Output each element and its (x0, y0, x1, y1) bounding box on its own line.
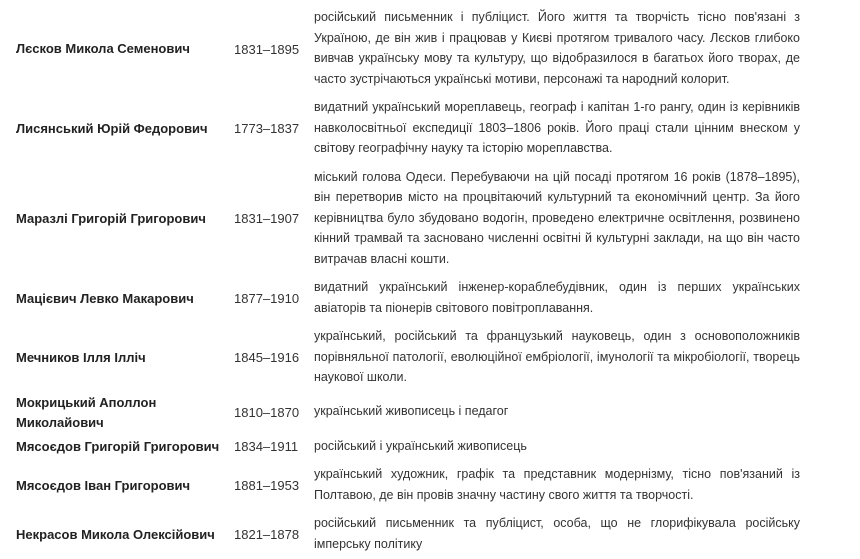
person-name: Некрасов Микола Олексійович (16, 526, 215, 542)
table-row (10, 4, 800, 94)
person-description: український художник, графік та представник модернізму, тісно пов'язаний із Полтавою, де він провів значну частину свого життя та творчості. (314, 467, 800, 502)
person-description: російський письменник та публіцист, особа, що не глорифікувала російську імперську політику (314, 516, 800, 551)
person-name: Лєсков Микола Семенович (16, 41, 190, 56)
person-years: 1831–1895 (234, 41, 300, 57)
person-years: 1773–1837 (234, 121, 300, 137)
person-name: Лисянський Юрій Федорович (16, 120, 208, 136)
table-row (10, 274, 800, 323)
table-row (10, 164, 800, 275)
person-years: 1877–1910 (234, 291, 300, 306)
person-years: 1831–1907 (234, 211, 300, 227)
table-row (10, 323, 800, 393)
person-years: 1821–1878 (234, 527, 300, 542)
persons-table (10, 4, 800, 559)
person-description: міський голова Одеси. Перебуваючи на цій посаді протягом 16 років (1878–1895), він перетворив місто на процвітаючий культурний та економічний центр. За його керівництва було збудовано водогін, проведено електричне освітлення, розвинено кінний трамвай та засновано численні освітні й культурні заклади, на що він часто витрачав власні кошти. (314, 169, 800, 266)
person-name: Мечников Ілля Ілліч (16, 349, 146, 365)
person-description: український живописець і педагог (314, 404, 509, 419)
table-row (10, 94, 800, 164)
person-years: 1881–1953 (234, 478, 300, 493)
person-description: видатний український інженер-кораблебудівник, один із перших українських авіаторів та піонерів світового повітроплавання. (314, 280, 800, 315)
person-description: видатний український мореплавець, географ і капітан 1-го рангу, один із керівників навколосвітньої експедиції 1803–1806 років. Його праці стали цінним внеском у світову географічну науку та історію мореплавства. (314, 100, 800, 155)
person-name: Мясоєдов Григорій Григорович (16, 438, 220, 454)
person-years: 1834–1911 (234, 439, 299, 455)
person-name: Мясоєдов Іван Григорович (16, 477, 191, 493)
person-name: Мацієвич Левко Макарович (16, 290, 194, 306)
person-description: російський письменник і публіцист. Його життя та творчість тісно пов'язані з Україною, де він жив і працював у Києві протягом тривалого часу. Лєсков глибоко вивчав українську мову та культуру, що відобразилося в багатьох його творах, де часто зустрічаються українські мотиви, персонажі та народний колорит. (314, 10, 800, 86)
table-row (10, 510, 800, 559)
person-name: Маразлі Григорій Григорович (16, 210, 206, 226)
person-description: український, російський та французький науковець, один з основоположників порівняльної патології, еволюційної ембріології, імунології та мікробіології, творець наукової школи. (314, 329, 800, 384)
person-description: російський і український живописець (314, 438, 527, 453)
table-row (10, 393, 800, 433)
person-years: 1845–1916 (234, 350, 300, 366)
table-row (10, 461, 800, 510)
person-name: Мокрицький Аполлон Миколайович (16, 394, 157, 430)
table-row (10, 433, 800, 462)
person-years: 1810–1870 (234, 405, 300, 420)
